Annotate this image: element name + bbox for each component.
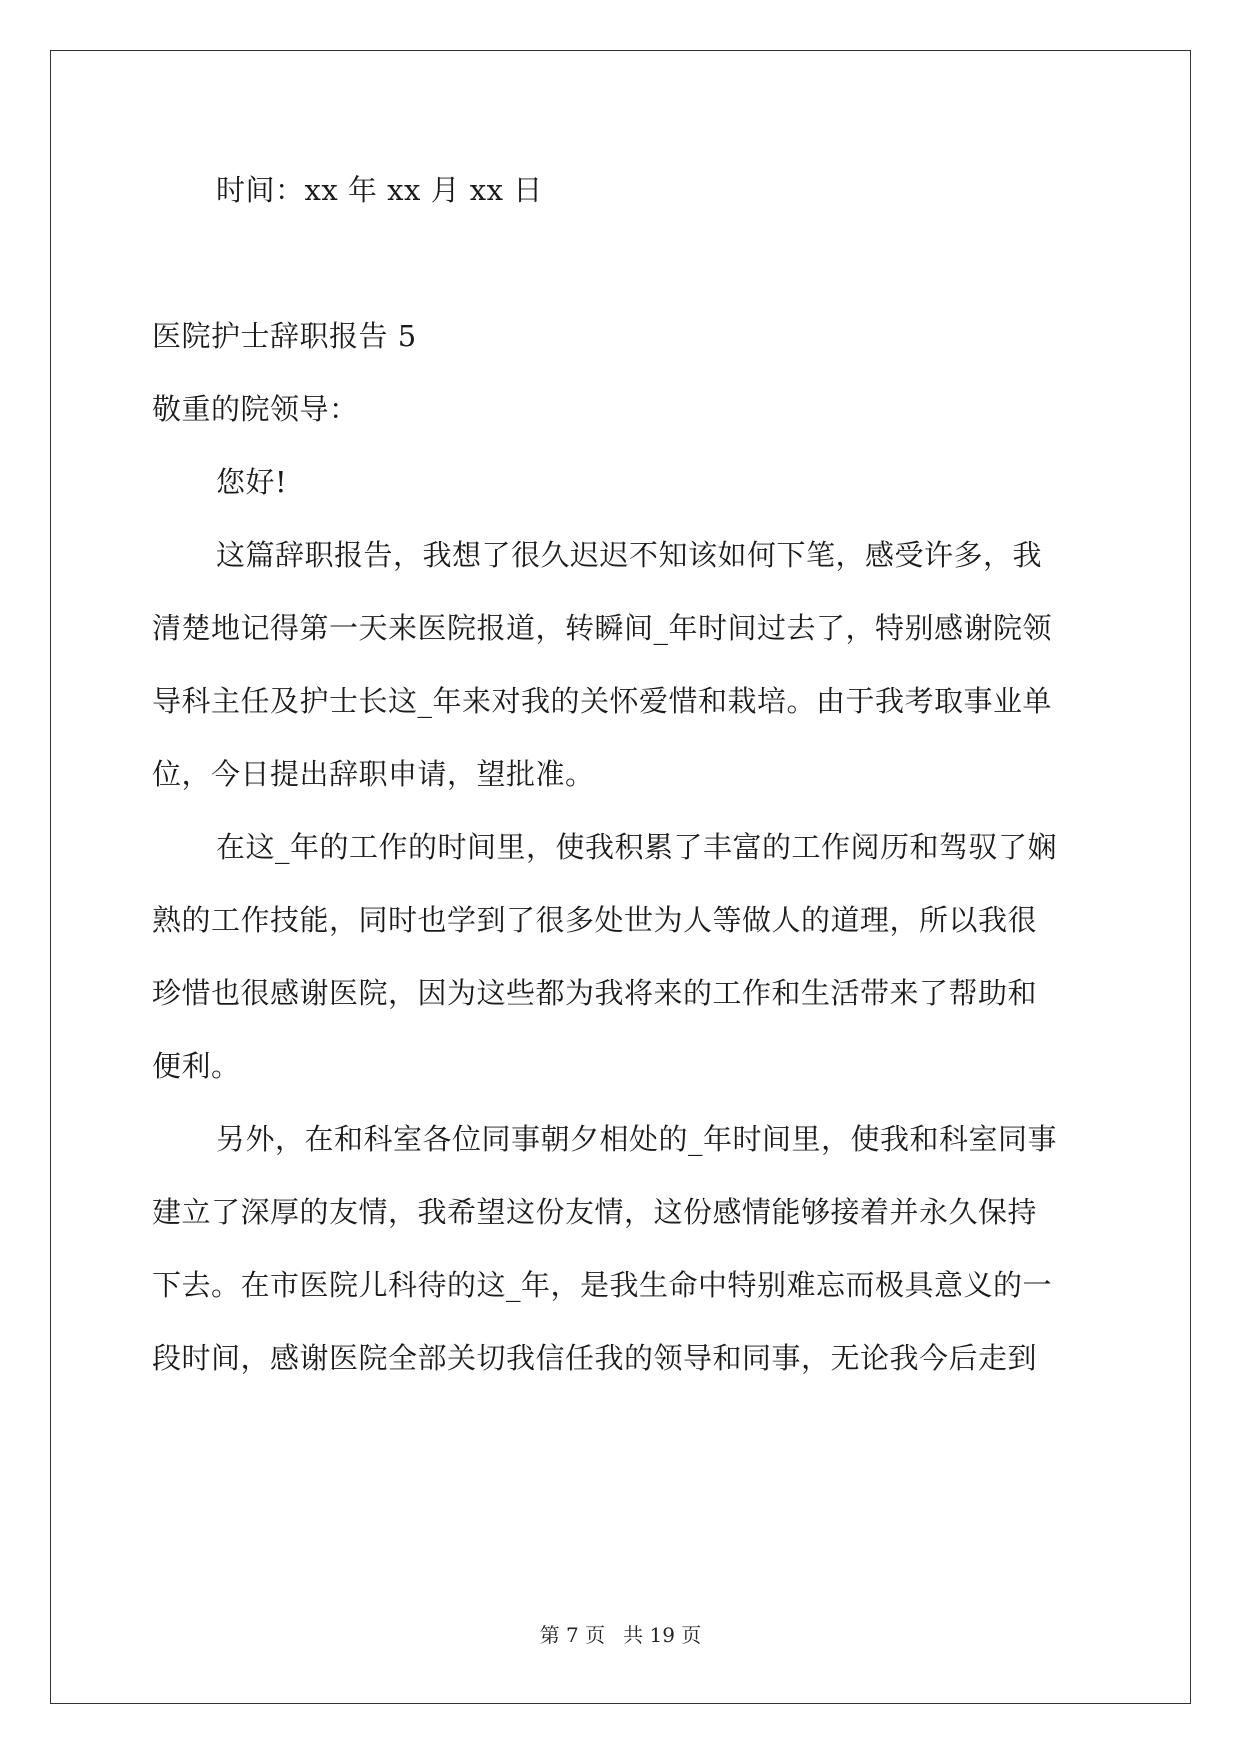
paragraph-1-line-3: 导科主任及护士长这_年来对我的关怀爱惜和栽培。由于我考取事业单	[152, 684, 1053, 718]
paragraph-1-line-2: 清楚地记得第一天来医院报道，转瞬间_年时间过去了，特别感谢院领	[152, 611, 1053, 645]
page-frame	[50, 50, 1191, 1704]
greeting: 您好!	[216, 465, 288, 499]
paragraph-2-line-4: 便利。	[152, 1049, 241, 1083]
paragraph-1-line-4: 位，今日提出辞职申请，望批准。	[152, 757, 595, 791]
section-title: 医院护士辞职报告 5	[152, 319, 417, 353]
page-total: 共 19 页	[623, 1623, 702, 1647]
paragraph-3-line-3: 下去。在市医院儿科待的这_年，是我生命中特别难忘而极具意义的一	[152, 1268, 1053, 1302]
paragraph-2-line-3: 珍惜也很感谢医院，因为这些都为我将来的工作和生活带来了帮助和	[152, 976, 1038, 1010]
paragraph-3-line-1: 另外，在和科室各位同事朝夕相处的_年时间里，使我和科室同事	[216, 1122, 1058, 1156]
paragraph-2-line-1: 在这_年的工作的时间里，使我积累了丰富的工作阅历和驾驭了娴	[216, 830, 1058, 864]
date-line: 时间：xx 年 xx 月 xx 日	[216, 173, 543, 207]
page-footer	[0, 1623, 1241, 1647]
page-number: 第 7 页	[539, 1623, 606, 1647]
paragraph-1-line-1: 这篇辞职报告，我想了很久迟迟不知该如何下笔，感受许多，我	[216, 538, 1043, 572]
salutation: 敬重的院领导：	[152, 392, 359, 426]
paragraph-3-line-2: 建立了深厚的友情，我希望这份友情，这份感情能够接着并永久保持	[152, 1195, 1038, 1229]
paragraph-3-line-4: 段时间，感谢医院全部关切我信任我的领导和同事，无论我今后走到	[152, 1341, 1038, 1375]
paragraph-2-line-2: 熟的工作技能，同时也学到了很多处世为人等做人的道理，所以我很	[152, 903, 1038, 937]
